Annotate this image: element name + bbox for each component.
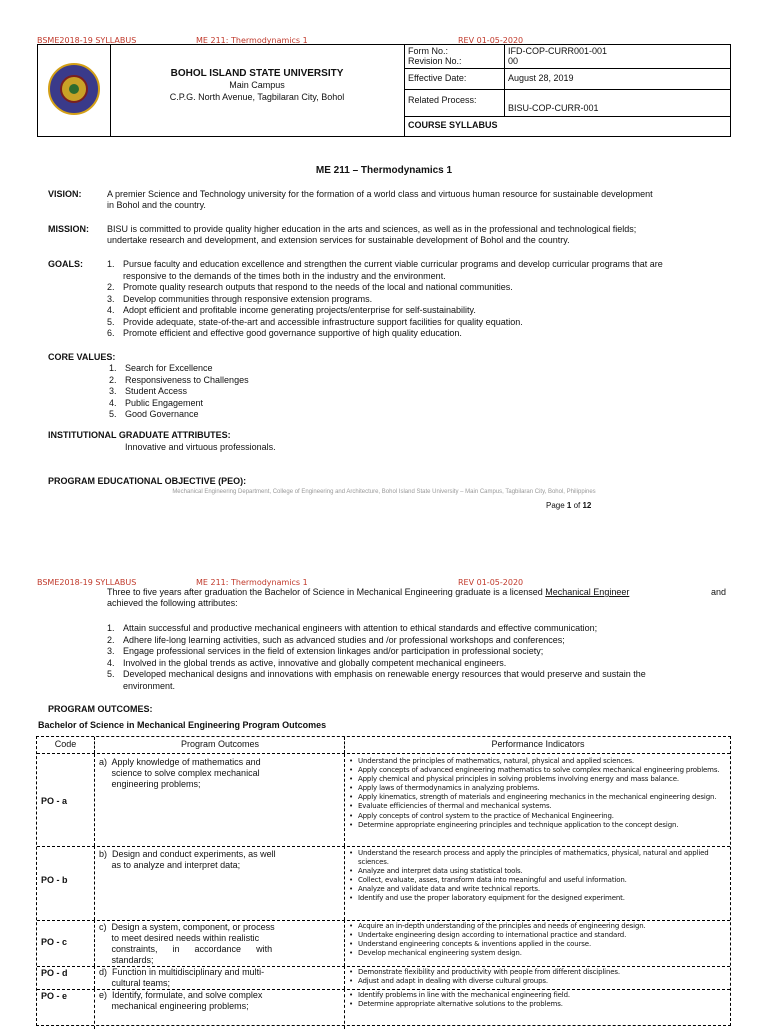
- table-row: [37, 920, 730, 967]
- indicator-item: • Identify and use the proper laboratory equipment for the designed experiment.: [349, 894, 625, 903]
- course-syllabus-label: COURSE SYLLABUS: [408, 120, 498, 130]
- effective-date-value: August 28, 2019: [508, 73, 574, 83]
- vision-line-1: A premier Science and Technology university for the formation of a world class and virtuous human resource for sustainable development: [107, 189, 653, 199]
- running-header-course: ME 211: Thermodynamics 1: [196, 578, 308, 587]
- form-no-label: Form No.:: [408, 46, 449, 56]
- running-header-left: BSME2018-19 SYLLABUS: [37, 36, 137, 45]
- program-outcome-text: b) Design and conduct experiments, as well as to analyze and interpret data;: [99, 849, 276, 870]
- core-value-item: 2. Responsiveness to Challenges: [109, 374, 249, 385]
- outcome-code: PO - e: [41, 991, 68, 1001]
- university-name: BOHOL ISLAND STATE UNIVERSITY: [170, 68, 344, 79]
- peo-item: 4. Involved in the global trends as active, innovative and globally competent mechanical engineers.: [107, 657, 507, 668]
- indicator-item: • Analyze and validate data and write technical reports.: [349, 885, 540, 894]
- peo-intro-line-1: Three to five years after graduation the Bachelor of Science in Mechanical Engineering graduate is a licensed Mechanical Engineer and: [107, 587, 727, 597]
- campus-name: Main Campus: [229, 80, 285, 90]
- goal-item: 3. Develop communities through responsive extension programs.: [107, 293, 373, 304]
- university-address: C.P.G. North Avenue, Tagbilaran City, Bohol: [169, 92, 345, 102]
- vision-label: VISION:: [48, 189, 82, 199]
- effective-date-label: Effective Date:: [408, 73, 467, 83]
- indicator-item: • Apply chemical and physical principles in solving problems involving energy and mass balance.: [349, 775, 679, 784]
- col-header-outcomes: Program Outcomes: [94, 737, 345, 753]
- program-outcome-text: e) Identify, formulate, and solve complex mechanical engineering problems;: [99, 990, 263, 1011]
- goal-item: 2. Promote quality research outputs that respond to the needs of the local and national communities.: [107, 282, 513, 292]
- vision-line-2: in Bohol and the country.: [107, 200, 206, 210]
- table-row: [37, 754, 730, 847]
- indicator-item: • Understand the principles of mathematics, natural, physical and applied sciences.: [349, 757, 634, 765]
- indicator-item: • Understand the research process and apply the principles of mathematics, physical, natural and applied sciences.: [349, 849, 709, 867]
- program-outcome-text: d) Function in multidisciplinary and multi- cultural teams;: [99, 967, 265, 988]
- page-footer: Mechanical Engineering Department, College of Engineering and Architecture, Bohol Island State University – Main Campus, Tagbilaran City, Bohol, Philippines: [172, 489, 596, 495]
- form-no-value: IFD-COP-CURR001-001: [508, 46, 608, 56]
- peo-item: 1. Attain successful and productive mechanical engineers with attention to ethical standards and effective communication;: [107, 623, 598, 633]
- mechanical-engineer-link: Mechanical Engineer: [545, 587, 630, 597]
- form-meta-table: [404, 45, 730, 136]
- table-header-row: [37, 737, 730, 754]
- peo-intro-line-2: achieved the following attributes:: [107, 598, 238, 608]
- indicator-item: • Apply kinematics, strength of materials and engineering mechanics in the mechanical engineering design.: [349, 793, 717, 802]
- core-value-item: 3. Student Access: [109, 386, 188, 396]
- outcome-code: PO - b: [41, 875, 68, 885]
- syllabus-page-2: [0, 575, 768, 1024]
- indicator-item: • Acquire an in-depth understanding of the principles and needs of engineering design.: [349, 922, 646, 930]
- indicator-item: • Determine appropriate engineering principles and technique application to the concept design.: [349, 820, 679, 829]
- graduate-attributes-text: Innovative and virtuous professionals.: [125, 442, 276, 452]
- peo-item: 3. Engage professional services in the field of extension linkages and/or participation in professional society;: [107, 646, 544, 656]
- performance-indicators: [349, 991, 729, 1009]
- logo-cell: [38, 45, 111, 136]
- goal-item: 6. Promote efficient and effective good governance supportive of high quality education.: [107, 328, 462, 338]
- col-header-code: Code: [54, 739, 77, 749]
- running-header-course: ME 211: Thermodynamics 1: [196, 36, 308, 45]
- indicator-item: • Undertake engineering design according to international practice and standard.: [349, 931, 627, 940]
- indicator-item: • Determine appropriate alternative solutions to the problems.: [349, 1000, 563, 1009]
- peo-list: [107, 623, 727, 692]
- running-header-revision: REV 01-05-2020: [458, 578, 524, 587]
- table-row: [37, 846, 730, 921]
- indicator-item: • Analyze and interpret data using statistical tools.: [349, 867, 523, 876]
- indicator-split-text: Understand the research process and apply the principles of mathematics, physical, natural and applied sciences.: [358, 849, 709, 867]
- outcome-code: PO - a: [41, 796, 68, 806]
- outcome-code: PO - c: [41, 937, 68, 947]
- peo-label: PROGRAM EDUCATIONAL OBJECTIVE (PEO):: [48, 476, 247, 486]
- goals-label: GOALS:: [48, 259, 83, 269]
- related-process-value: BISU-COP-CURR-001: [508, 103, 599, 113]
- indicator-item: • Understand engineering concepts & inventions applied in the course.: [349, 940, 592, 949]
- revision-label: Revision No.:: [408, 56, 462, 66]
- university-seal-logo: [48, 63, 100, 115]
- indicator-item: • Identify problems in line with the mechanical engineering field.: [349, 991, 570, 999]
- core-value-item: 5. Good Governance: [109, 409, 199, 419]
- performance-indicators: [349, 757, 729, 830]
- performance-indicators: [349, 849, 729, 904]
- program-outcome-text: c) Design a system, component, or process to meet desired needs within realistic constraints, in accordance with standards;: [99, 922, 275, 965]
- goals-list: [107, 259, 732, 340]
- mission-line-1: BISU is committed to provide quality higher education in the arts and sciences, as well as in the professional and technological fields;: [107, 224, 637, 234]
- graduate-attributes-label: INSTITUTIONAL GRADUATE ATTRIBUTES:: [48, 430, 231, 440]
- running-header-revision: REV 01-05-2020: [458, 36, 524, 45]
- program-outcomes-label: PROGRAM OUTCOMES:: [48, 704, 153, 714]
- outcome-code: PO - d: [41, 968, 68, 978]
- indicator-item: • Apply concepts of advanced engineering mathematics to solve complex mechanical engineering problems.: [349, 766, 720, 775]
- document-header-table: [37, 44, 731, 137]
- peo-item: 5. Developed mechanical designs and innovations with emphasis on renewable energy resources that would preserve and sustain the environment.: [107, 669, 646, 691]
- performance-indicators: [349, 922, 729, 958]
- related-process-label: Related Process:: [408, 95, 477, 105]
- indicator-item: • Adjust and adapt in dealing with diverse cultural groups.: [349, 977, 548, 986]
- peo-item: 2. Adhere life-long learning activities, such as advanced studies and /or professional workshops and conferences;: [107, 634, 565, 645]
- indicator-item: • Develop mechanical engineering system design.: [349, 949, 522, 958]
- col-header-indicators: Performance Indicators: [344, 737, 731, 753]
- running-header-left: BSME2018-19 SYLLABUS: [37, 578, 137, 587]
- performance-indicators: [349, 968, 729, 986]
- mission-label: MISSION:: [48, 224, 90, 234]
- goal-item: 1. Pursue faculty and education excellence and strengthen the current viable curricular programs and develop curricular programs that are responsive to the demands of the times both in the industry and the environment.: [107, 259, 663, 281]
- core-values-label: CORE VALUES:: [48, 352, 116, 362]
- course-title: ME 211 – Thermodynamics 1: [315, 165, 453, 176]
- page-number: Page 1 of 12: [546, 501, 592, 510]
- goal-item: 5. Provide adequate, state-of-the-art and accessible infrastructure support facilities for quality equation.: [107, 316, 523, 327]
- core-values-list: [109, 363, 249, 421]
- table-row: [37, 989, 730, 1029]
- goal-item: 4. Adopt efficient and profitable income generating projects/enterprise for self-sustainability.: [107, 305, 476, 315]
- program-outcomes-table: [36, 736, 731, 1026]
- core-value-item: 4. Public Engagement: [109, 397, 204, 408]
- indicator-item: • Evaluate efficiencies of thermal and mechanical systems.: [349, 802, 552, 811]
- indicator-item: • Apply concepts of control system to the practice of Mechanical Engineering.: [349, 811, 614, 820]
- indicator-item: • Collect, evaluate, asses, transform data into meaningful and useful information.: [349, 876, 627, 885]
- university-info-cell: [110, 45, 405, 136]
- page-gap: [0, 535, 768, 575]
- mission-line-2: undertake research and development, and extension services for sustainable development of Bohol and the country.: [107, 235, 570, 245]
- table-row: [37, 966, 730, 990]
- outcomes-table-title: Bachelor of Science in Mechanical Engineering Program Outcomes: [38, 720, 327, 730]
- core-value-item: 1. Search for Excellence: [109, 363, 213, 373]
- indicator-item: • Apply laws of thermodynamics in analyzing problems.: [349, 784, 540, 793]
- revision-value: 00: [508, 56, 519, 66]
- program-outcome-text: a) Apply knowledge of mathematics and science to solve complex mechanical engineering problems;: [99, 757, 261, 789]
- indicator-item: • Demonstrate flexibility and productivity with people from different disciplines.: [349, 968, 620, 976]
